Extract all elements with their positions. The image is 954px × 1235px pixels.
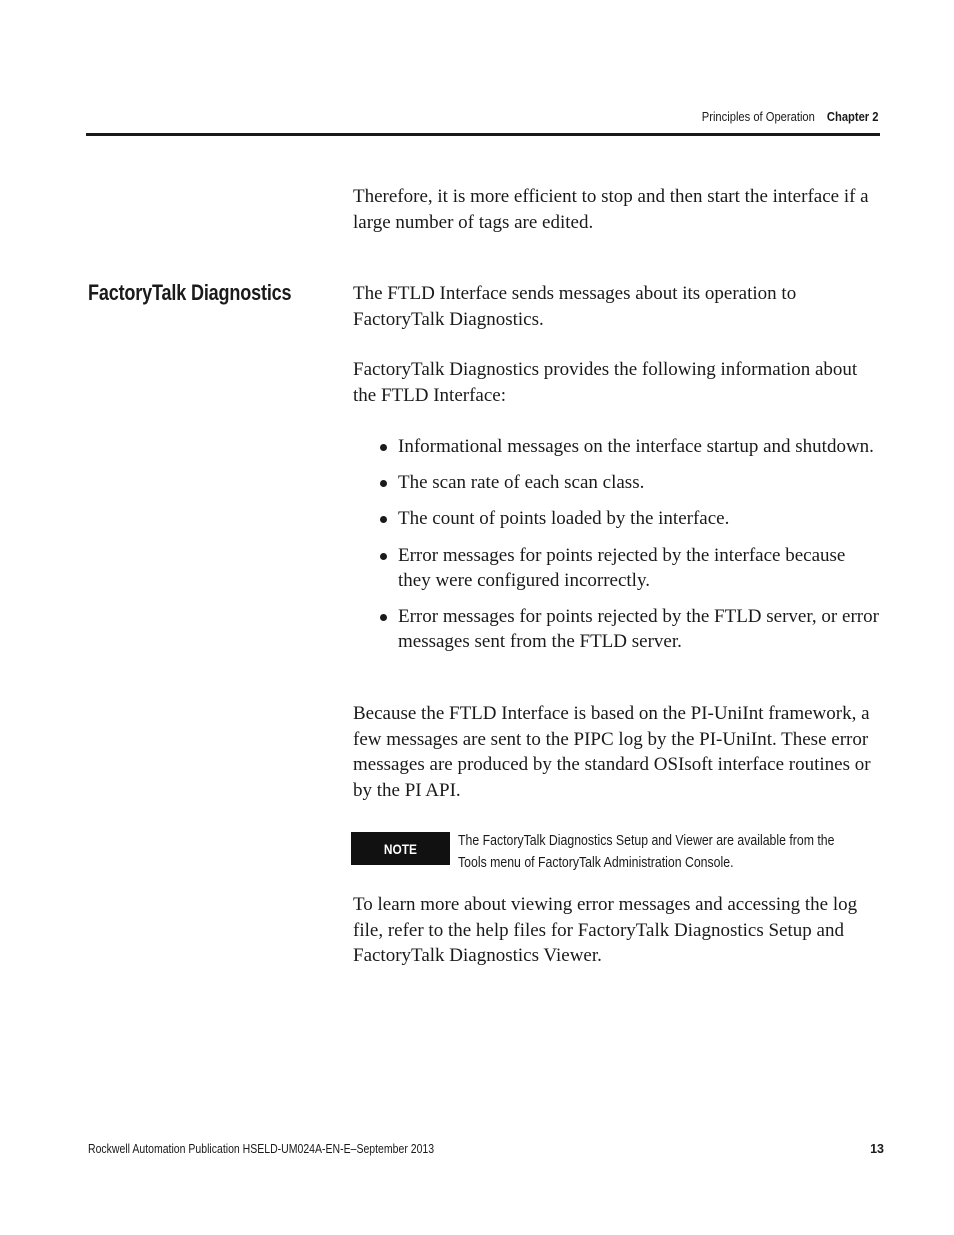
paragraph-1: The FTLD Interface sends messages about its operation to FactoryTalk Diagnostics. — [353, 283, 797, 330]
footer-page-number: 13 — [870, 1142, 884, 1156]
list-item: Error messages for points rejected by the interface because they were configured incorrectly. — [378, 543, 880, 594]
bullet-icon — [380, 480, 387, 487]
note-text: The FactoryTalk Diagnostics Setup and Viewer are available from the Tools menu of FactoryTalk Administration Console. — [458, 832, 835, 871]
paragraph-2: FactoryTalk Diagnostics provides the following information about the FTLD Interface: — [353, 359, 858, 406]
running-header — [701, 109, 878, 124]
intro-paragraph: Therefore, it is more efficient to stop and then start the interface if a large number of tags are edited. — [353, 186, 869, 233]
paragraph-3: Because the FTLD Interface is based on the PI-UniInt framework, a few messages are sent to the PIPC log by the PI-UniInt. These error messages are produced by the standard OSIsoft interface routines or by the PI API. — [353, 703, 871, 801]
header-rule — [86, 133, 880, 136]
list-item: The count of points loaded by the interface. — [378, 506, 880, 532]
list-item: Informational messages on the interface startup and shutdown. — [378, 434, 880, 460]
list-item: The scan rate of each scan class. — [378, 470, 880, 496]
section-heading: FactoryTalk Diagnostics — [88, 280, 292, 305]
bullet-icon — [380, 444, 387, 451]
note-label-box — [351, 832, 450, 865]
footer-publication: Rockwell Automation Publication HSELD-UM024A-EN-E–September 2013 — [88, 1142, 435, 1156]
bullet-icon — [380, 614, 387, 621]
note-label: NOTE — [383, 840, 418, 857]
info-bullet-list — [378, 434, 880, 655]
bullet-icon — [380, 553, 387, 560]
paragraph-4: To learn more about viewing error messages and accessing the log file, refer to the help files for FactoryTalk Diagnostics Setup and FactoryTalk Diagnostics Viewer. — [353, 894, 858, 966]
bullet-icon — [380, 516, 387, 523]
list-item: Error messages for points rejected by the FTLD server, or error messages sent from the FTLD server. — [378, 604, 880, 655]
header-section-title: Principles of Operation — [701, 109, 815, 124]
header-chapter: Chapter 2 — [826, 109, 878, 124]
